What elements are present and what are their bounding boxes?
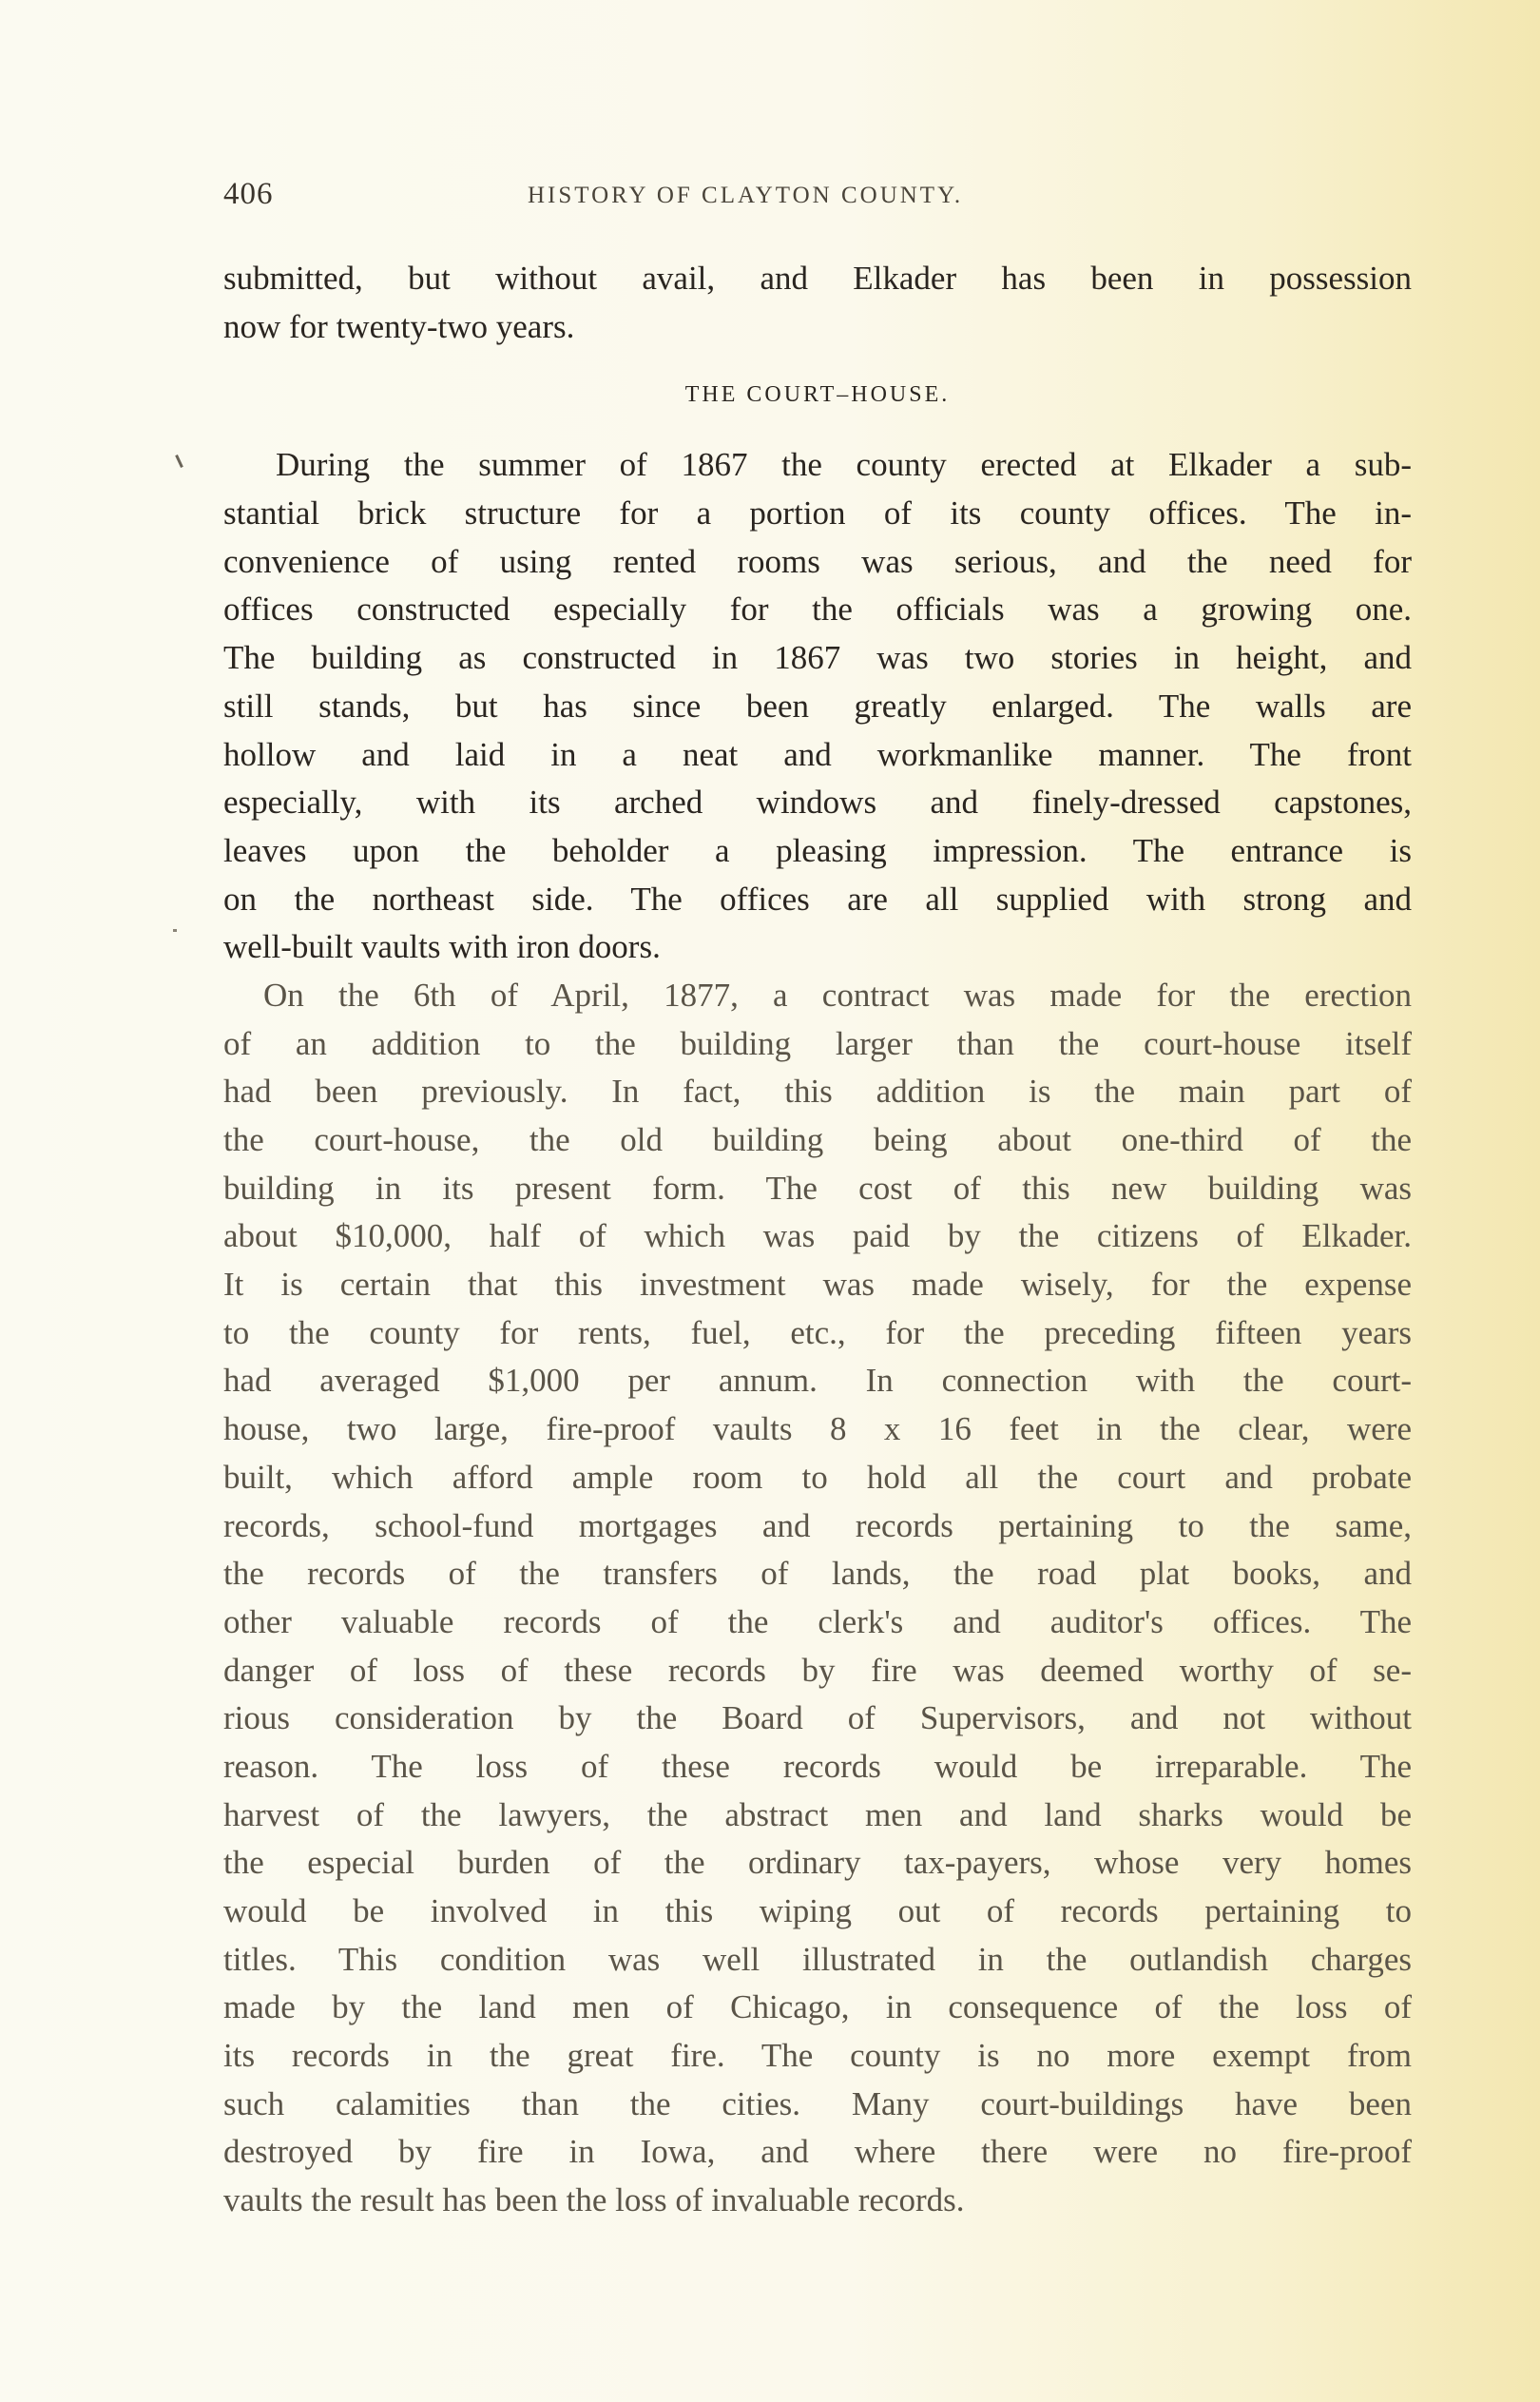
text-line: house, two large, fire-proof vaults 8 x 16 feet in the clear, were bbox=[223, 1410, 1412, 1448]
running-title: HISTORY OF CLAYTON COUNTY. bbox=[528, 183, 964, 208]
text-line: leaves upon the beholder a pleasing impression. The entrance is bbox=[223, 831, 1412, 869]
text-line: such calamities than the cities. Many court-buildings have been bbox=[223, 2084, 1412, 2122]
text-line: made by the land men of Chicago, in consequence of the loss of bbox=[223, 1988, 1412, 2026]
text-line: On the 6th of April, 1877, a contract was made for the erection bbox=[263, 976, 1412, 1014]
margin-dot bbox=[173, 929, 177, 932]
running-head bbox=[223, 177, 1412, 215]
text-line: would be involved in this wiping out of records pertaining to bbox=[223, 1892, 1412, 1929]
margin-mark bbox=[175, 455, 183, 468]
text-line: well-built vaults with iron doors. bbox=[223, 928, 661, 966]
intro-paragraph bbox=[223, 255, 1412, 351]
text-line: now for twenty-two years. bbox=[223, 307, 575, 345]
text-line: reason. The loss of these records would be irreparable. The bbox=[223, 1747, 1412, 1785]
paragraph-1 bbox=[223, 441, 1412, 972]
text-line: hollow and laid in a neat and workmanlike manner. The front bbox=[223, 735, 1412, 773]
text-line: vaults the result has been the loss of invaluable records. bbox=[223, 2181, 965, 2219]
body-text bbox=[223, 255, 1412, 2225]
text-line: about $10,000, half of which was paid by the citizens of Elkader. bbox=[223, 1217, 1412, 1255]
text-line: stantial brick structure for a portion of its county offices. The in- bbox=[223, 494, 1412, 533]
text-line: titles. This condition was well illustrated in the outlandish charges bbox=[223, 1940, 1412, 1978]
text-line: convenience of using rented rooms was serious, and the need for bbox=[223, 542, 1412, 580]
text-line: the especial burden of the ordinary tax-payers, whose very homes bbox=[223, 1844, 1412, 1882]
text-line: to the county for rents, fuel, etc., for the preceding fifteen years bbox=[223, 1313, 1412, 1351]
text-line: offices constructed especially for the officials was a growing one. bbox=[223, 591, 1412, 629]
text-line: had been previously. In fact, this addition is the main part of bbox=[223, 1073, 1412, 1111]
text-line: The building as constructed in 1867 was two stories in height, and bbox=[223, 639, 1412, 677]
text-line: harvest of the lawyers, the abstract men and land sharks would be bbox=[223, 1795, 1412, 1833]
text-line: other valuable records of the clerk's and auditor's offices. The bbox=[223, 1602, 1412, 1640]
text-line: destroyed by fire in Iowa, and where there were no fire-proof bbox=[223, 2133, 1412, 2171]
text-line: on the northeast side. The offices are all supplied with strong and bbox=[223, 880, 1412, 918]
section-heading: THE COURT–HOUSE. bbox=[684, 382, 951, 408]
text-line: It is certain that this investment was made wisely, for the expense bbox=[223, 1266, 1412, 1304]
text-line: its records in the great fire. The county is no more exempt from bbox=[223, 2037, 1412, 2075]
text-line: still stands, but has since been greatly enlarged. The walls are bbox=[223, 687, 1412, 725]
text-line: the records of the transfers of lands, the road plat books, and bbox=[223, 1555, 1412, 1593]
text-line: records, school-fund mortgages and records pertaining to the same, bbox=[223, 1506, 1412, 1544]
text-line: had averaged $1,000 per annum. In connection with the court- bbox=[223, 1362, 1412, 1400]
text-line: building in its present form. The cost of this new building was bbox=[223, 1169, 1412, 1207]
text-line: danger of loss of these records by fire was deemed worthy of se- bbox=[223, 1651, 1412, 1689]
page-number: 406 bbox=[223, 177, 274, 211]
text-line: submitted, but without avail, and Elkader has been in possession bbox=[223, 260, 1412, 297]
text-line: of an addition to the building larger than the court-house itself bbox=[223, 1024, 1412, 1062]
text-line: the court-house, the old building being about one-third of the bbox=[223, 1121, 1412, 1158]
paragraph-2 bbox=[223, 972, 1412, 2225]
text-line: During the summer of 1867 the county erected at Elkader a sub- bbox=[276, 446, 1412, 484]
text-line: built, which afford ample room to hold all the court and probate bbox=[223, 1458, 1412, 1496]
text-line: rious consideration by the Board of Supervisors, and not without bbox=[223, 1699, 1412, 1737]
text-line: especially, with its arched windows and finely-dressed capstones, bbox=[223, 784, 1412, 822]
